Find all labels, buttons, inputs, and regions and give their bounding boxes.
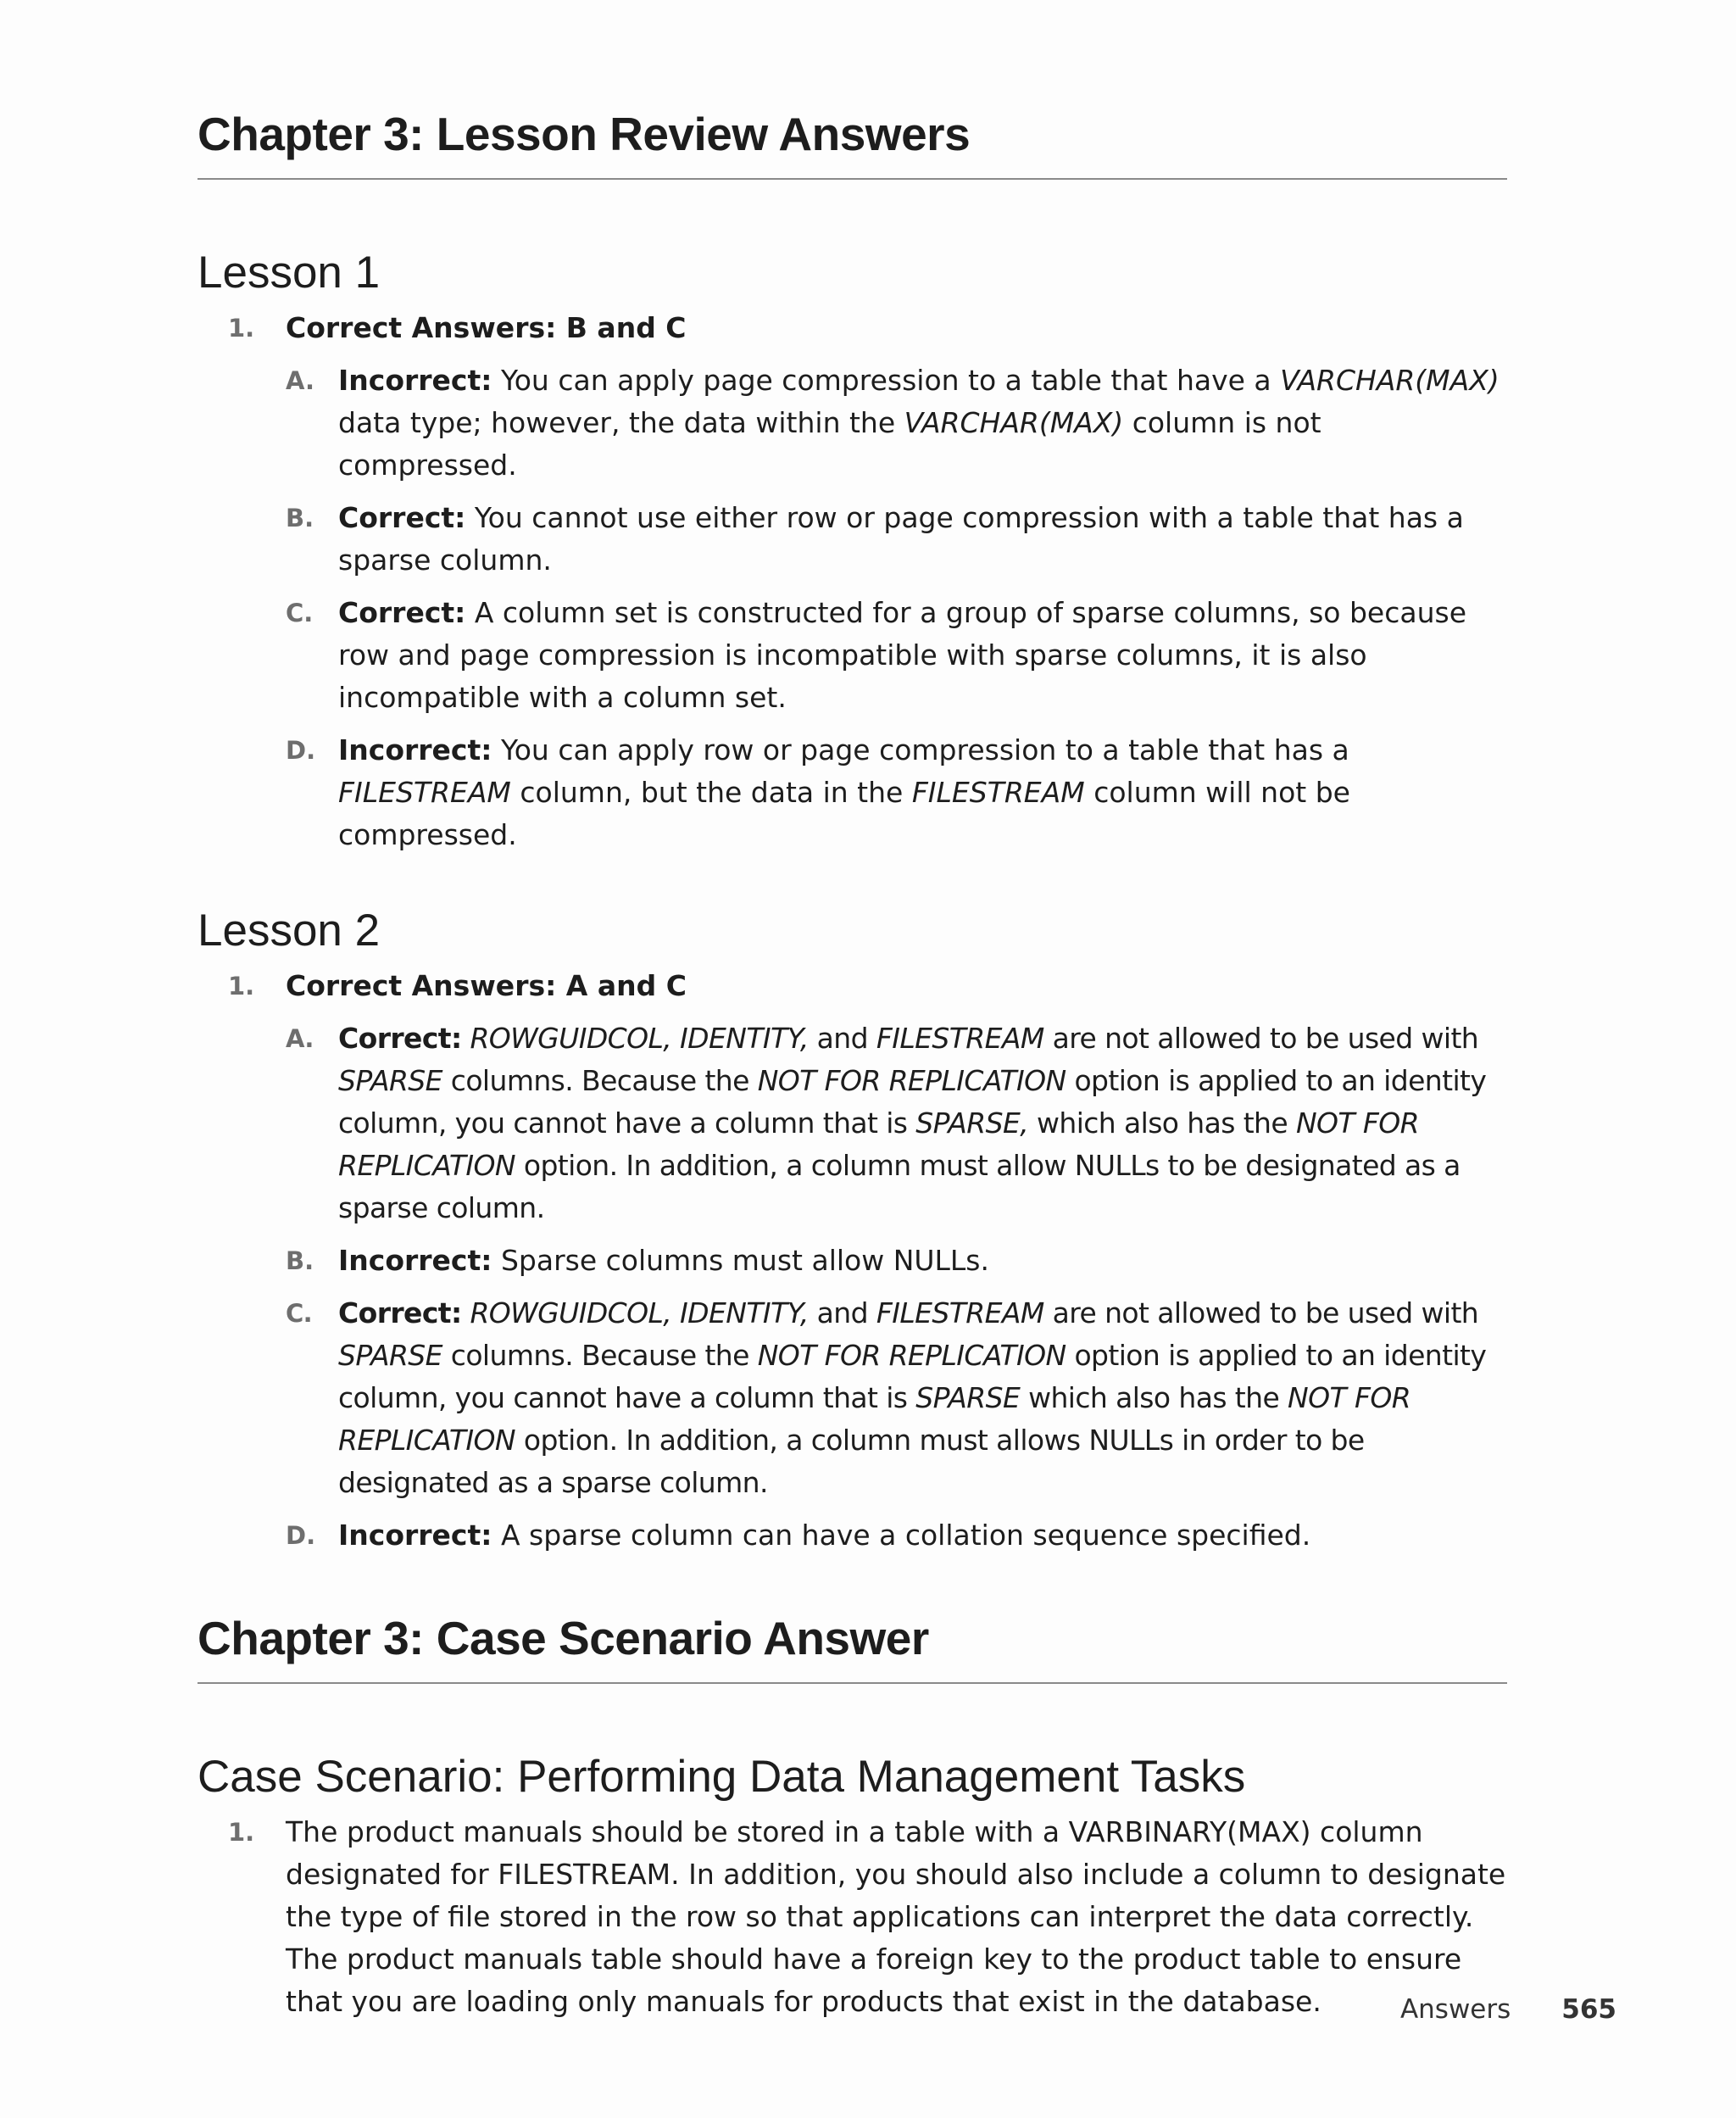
option-term: ROWGUIDCOL, IDENTITY, (470, 1022, 809, 1055)
option-text: column will not be compressed. (338, 776, 1350, 851)
lesson-2-option-d (198, 1514, 1507, 1557)
lesson-1-option-a (198, 360, 1507, 487)
option-term: SPARSE, (915, 1106, 1029, 1140)
option-text: are not allowed to be used with (1043, 1296, 1479, 1329)
page-number: 565 (1561, 1994, 1616, 2025)
option-letter: B. (286, 504, 314, 532)
option-term: NOT FOR REPLICATION (757, 1339, 1066, 1372)
option-verdict: Correct: (338, 1022, 462, 1055)
option-term: FILESTREAM (876, 1022, 1044, 1055)
case-scenario-title: Case Scenario: Performing Data Management Tasks (198, 1752, 1246, 1802)
option-text: column is not compressed. (338, 406, 1321, 482)
option-text: columns. Because the (442, 1339, 758, 1372)
option-term: FILESTREAM (876, 1296, 1044, 1329)
option-text: You can apply page compression to a table that have a (492, 364, 1281, 397)
option-verdict: Incorrect: (338, 1244, 492, 1277)
option-letter: C. (286, 1299, 313, 1328)
option-text: and (808, 1296, 876, 1329)
option-term: SPARSE (915, 1381, 1021, 1414)
option-verdict: Correct: (338, 596, 466, 629)
option-text: Sparse columns must allow NULLs. (492, 1244, 989, 1277)
option-text: columns. Because the (442, 1064, 758, 1097)
option-letter: D. (286, 736, 316, 765)
lesson-2-question (198, 965, 1507, 1007)
option-term: NOT FOR REPLICATION (338, 1381, 1411, 1457)
option-text: A sparse column can have a collation sequence specified. (492, 1519, 1311, 1552)
option-term: SPARSE (338, 1064, 442, 1097)
page-footer (1400, 1994, 1616, 2025)
option-term: FILESTREAM (338, 776, 511, 809)
page-content (198, 0, 1507, 2023)
option-verdict: Incorrect: (338, 364, 492, 397)
option-text: You cannot use either row or page compression with a table that has a sparse column. (338, 501, 1464, 577)
option-text: option. In addition, a column must allows NULLs in order to be designated as a sparse column. (338, 1424, 1365, 1499)
option-verdict: Correct: (338, 501, 466, 534)
lesson-1-option-d (198, 729, 1507, 856)
option-text: option is applied to an identity column, you cannot have a column that is (338, 1339, 1487, 1414)
lesson-1-option-c (198, 592, 1507, 719)
option-verdict: Incorrect: (338, 733, 492, 766)
question-number: 1. (228, 314, 255, 343)
footer-section-label: Answers (1399, 1994, 1511, 2025)
option-text: A column set is constructed for a group of sparse columns, so because row and page compression is incompatible with sparse columns, it is also incompatible with a column set. (338, 596, 1467, 714)
case-scenario-answer: The product manuals should be stored in a table with a VARBINARY(MAX) column designated for FILESTREAM. In addition, you should also include a column to designate the type of file stored in the row so that applications can interpret the data correctly. The product manuals table should have a foreign key to the product table to ensure that you are loading only manuals for products that exist in the database. (286, 1815, 1506, 2018)
chapter-review-title: Chapter 3: Lesson Review Answers (198, 107, 1507, 180)
question-number: 1. (228, 972, 255, 1000)
correct-answers: Correct Answers: A and C (286, 969, 687, 1002)
option-text: option is applied to an identity column, you cannot have a column that is (338, 1064, 1487, 1140)
option-text: option. In addition, a column must allow NULLs to be designated as a sparse column. (338, 1149, 1461, 1224)
option-text: and (808, 1022, 876, 1055)
option-letter: A. (286, 366, 314, 395)
option-text: which also has the (1028, 1106, 1296, 1140)
option-letter: B. (286, 1246, 314, 1275)
option-text: which also has the (1020, 1381, 1288, 1414)
lesson-2-title: Lesson 2 (198, 906, 381, 956)
option-term: VARCHAR(MAX) (904, 406, 1124, 439)
option-term: FILESTREAM (911, 776, 1085, 809)
lesson-1-option-b (198, 497, 1507, 582)
lesson-1-question (198, 307, 1507, 349)
lesson-2-option-b (198, 1240, 1507, 1282)
option-term: NOT FOR REPLICATION (338, 1106, 1419, 1182)
option-text: are not allowed to be used with (1043, 1022, 1479, 1055)
lesson-1-title: Lesson 1 (198, 248, 381, 298)
question-number: 1. (228, 1818, 255, 1847)
option-text: data type; however, the data within the (338, 406, 904, 439)
option-text: You can apply row or page compression to a table that has a (492, 733, 1349, 766)
lesson-2-option-a (198, 1017, 1507, 1229)
option-verdict: Correct: (338, 1296, 462, 1329)
option-term: VARCHAR(MAX) (1280, 364, 1500, 397)
option-term: ROWGUIDCOL, IDENTITY, (470, 1296, 809, 1329)
option-term: SPARSE (338, 1339, 442, 1372)
lesson-2-option-c (198, 1292, 1507, 1504)
correct-answers: Correct Answers: B and C (286, 311, 687, 344)
option-verdict: Incorrect: (338, 1519, 492, 1552)
option-letter: D. (286, 1521, 316, 1550)
option-term: NOT FOR REPLICATION (757, 1064, 1066, 1097)
case-scenario-question (198, 1811, 1507, 2023)
option-letter: C. (286, 599, 314, 627)
option-letter: A. (286, 1024, 314, 1053)
option-text: column, but the data in the (510, 776, 912, 809)
case-scenario-chapter-title: Chapter 3: Case Scenario Answer (198, 1611, 1507, 1684)
